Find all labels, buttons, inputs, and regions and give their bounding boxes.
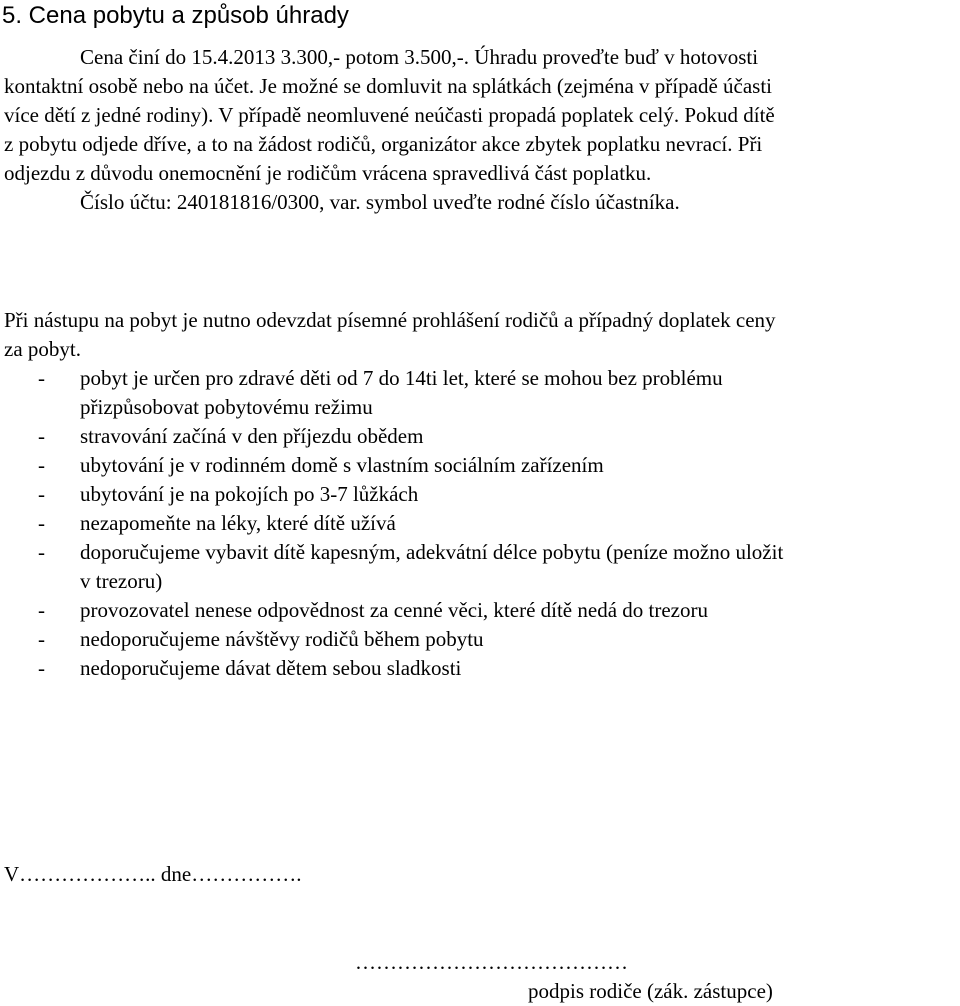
list-dash: - xyxy=(38,540,45,564)
list-item xyxy=(0,451,960,480)
payment-line: odjezdu z důvodu onemocnění je rodičům vrácena spravedlivá část poplatku. xyxy=(4,161,652,185)
list-item-text: provozovatel nenese odpovědnost za cenné věci, které dítě nedá do trezoru xyxy=(80,598,708,622)
list-item-text: nedoporučujeme návštěvy rodičů během pobytu xyxy=(80,627,484,651)
signature-caption: podpis rodiče (zák. zástupce) xyxy=(528,979,773,1003)
payment-line: Cena činí do 15.4.2013 3.300,- potom 3.500,-. Úhradu proveďte buď v hotovosti xyxy=(80,45,759,69)
list-item-text: přizpůsobovat pobytovému režimu xyxy=(80,395,373,419)
list-item xyxy=(0,509,960,538)
list-dash: - xyxy=(38,366,45,390)
payment-line: kontaktní osobě nebo na účet. Je možné se domluvit na splátkách (zejména v případě účasti xyxy=(4,74,773,98)
list-item xyxy=(0,538,960,596)
section-heading: 5. Cena pobytu a způsob úhrady xyxy=(2,2,349,29)
list-dash: - xyxy=(38,424,45,448)
list-dash: - xyxy=(38,598,45,622)
account-number-line: Číslo účtu: 240181816/0300, var. symbol uveďte rodné číslo účastníka. xyxy=(80,190,680,214)
place-date-line: V……………….. dne……………. xyxy=(4,862,302,886)
list-item-text: v trezoru) xyxy=(80,569,163,593)
list-item-text: ubytování je v rodinném domě s vlastním sociálním zařízením xyxy=(80,453,604,477)
list-dash: - xyxy=(38,627,45,651)
list-item-text: doporučujeme vybavit dítě kapesným, adekvátní délce pobytu (peníze možno uložit xyxy=(80,540,784,564)
list-dash: - xyxy=(38,511,45,535)
payment-line: z pobytu odjede dříve, a to na žádost rodičů, organizátor akce zbytek poplatku nevrací. Při xyxy=(4,132,763,156)
list-item xyxy=(0,364,960,422)
arrival-line: za pobyt. xyxy=(4,337,81,361)
arrival-line: Při nástupu na pobyt je nutno odevzdat písemné prohlášení rodičů a případný doplatek ceny xyxy=(4,308,776,332)
list-item-text: pobyt je určen pro zdravé děti od 7 do 14ti let, které se mohou bez problému xyxy=(80,366,723,390)
signature-dots: ………………………………… xyxy=(355,950,628,974)
list-item xyxy=(0,480,960,509)
list-item-text: stravování začíná v den příjezdu obědem xyxy=(80,424,424,448)
list-dash: - xyxy=(38,482,45,506)
list-item xyxy=(0,654,960,683)
list-item xyxy=(0,625,960,654)
list-item xyxy=(0,596,960,625)
list-item xyxy=(0,422,960,451)
list-item-text: nezapomeňte na léky, které dítě užívá xyxy=(80,511,396,535)
list-dash: - xyxy=(38,656,45,680)
list-item-text: nedoporučujeme dávat dětem sebou sladkosti xyxy=(80,656,462,680)
list-dash: - xyxy=(38,453,45,477)
list-item-text: ubytování je na pokojích po 3-7 lůžkách xyxy=(80,482,419,506)
payment-line: více dětí z jedné rodiny). V případě neomluvené neúčasti propadá poplatek celý. Pokud dítě xyxy=(4,103,775,127)
